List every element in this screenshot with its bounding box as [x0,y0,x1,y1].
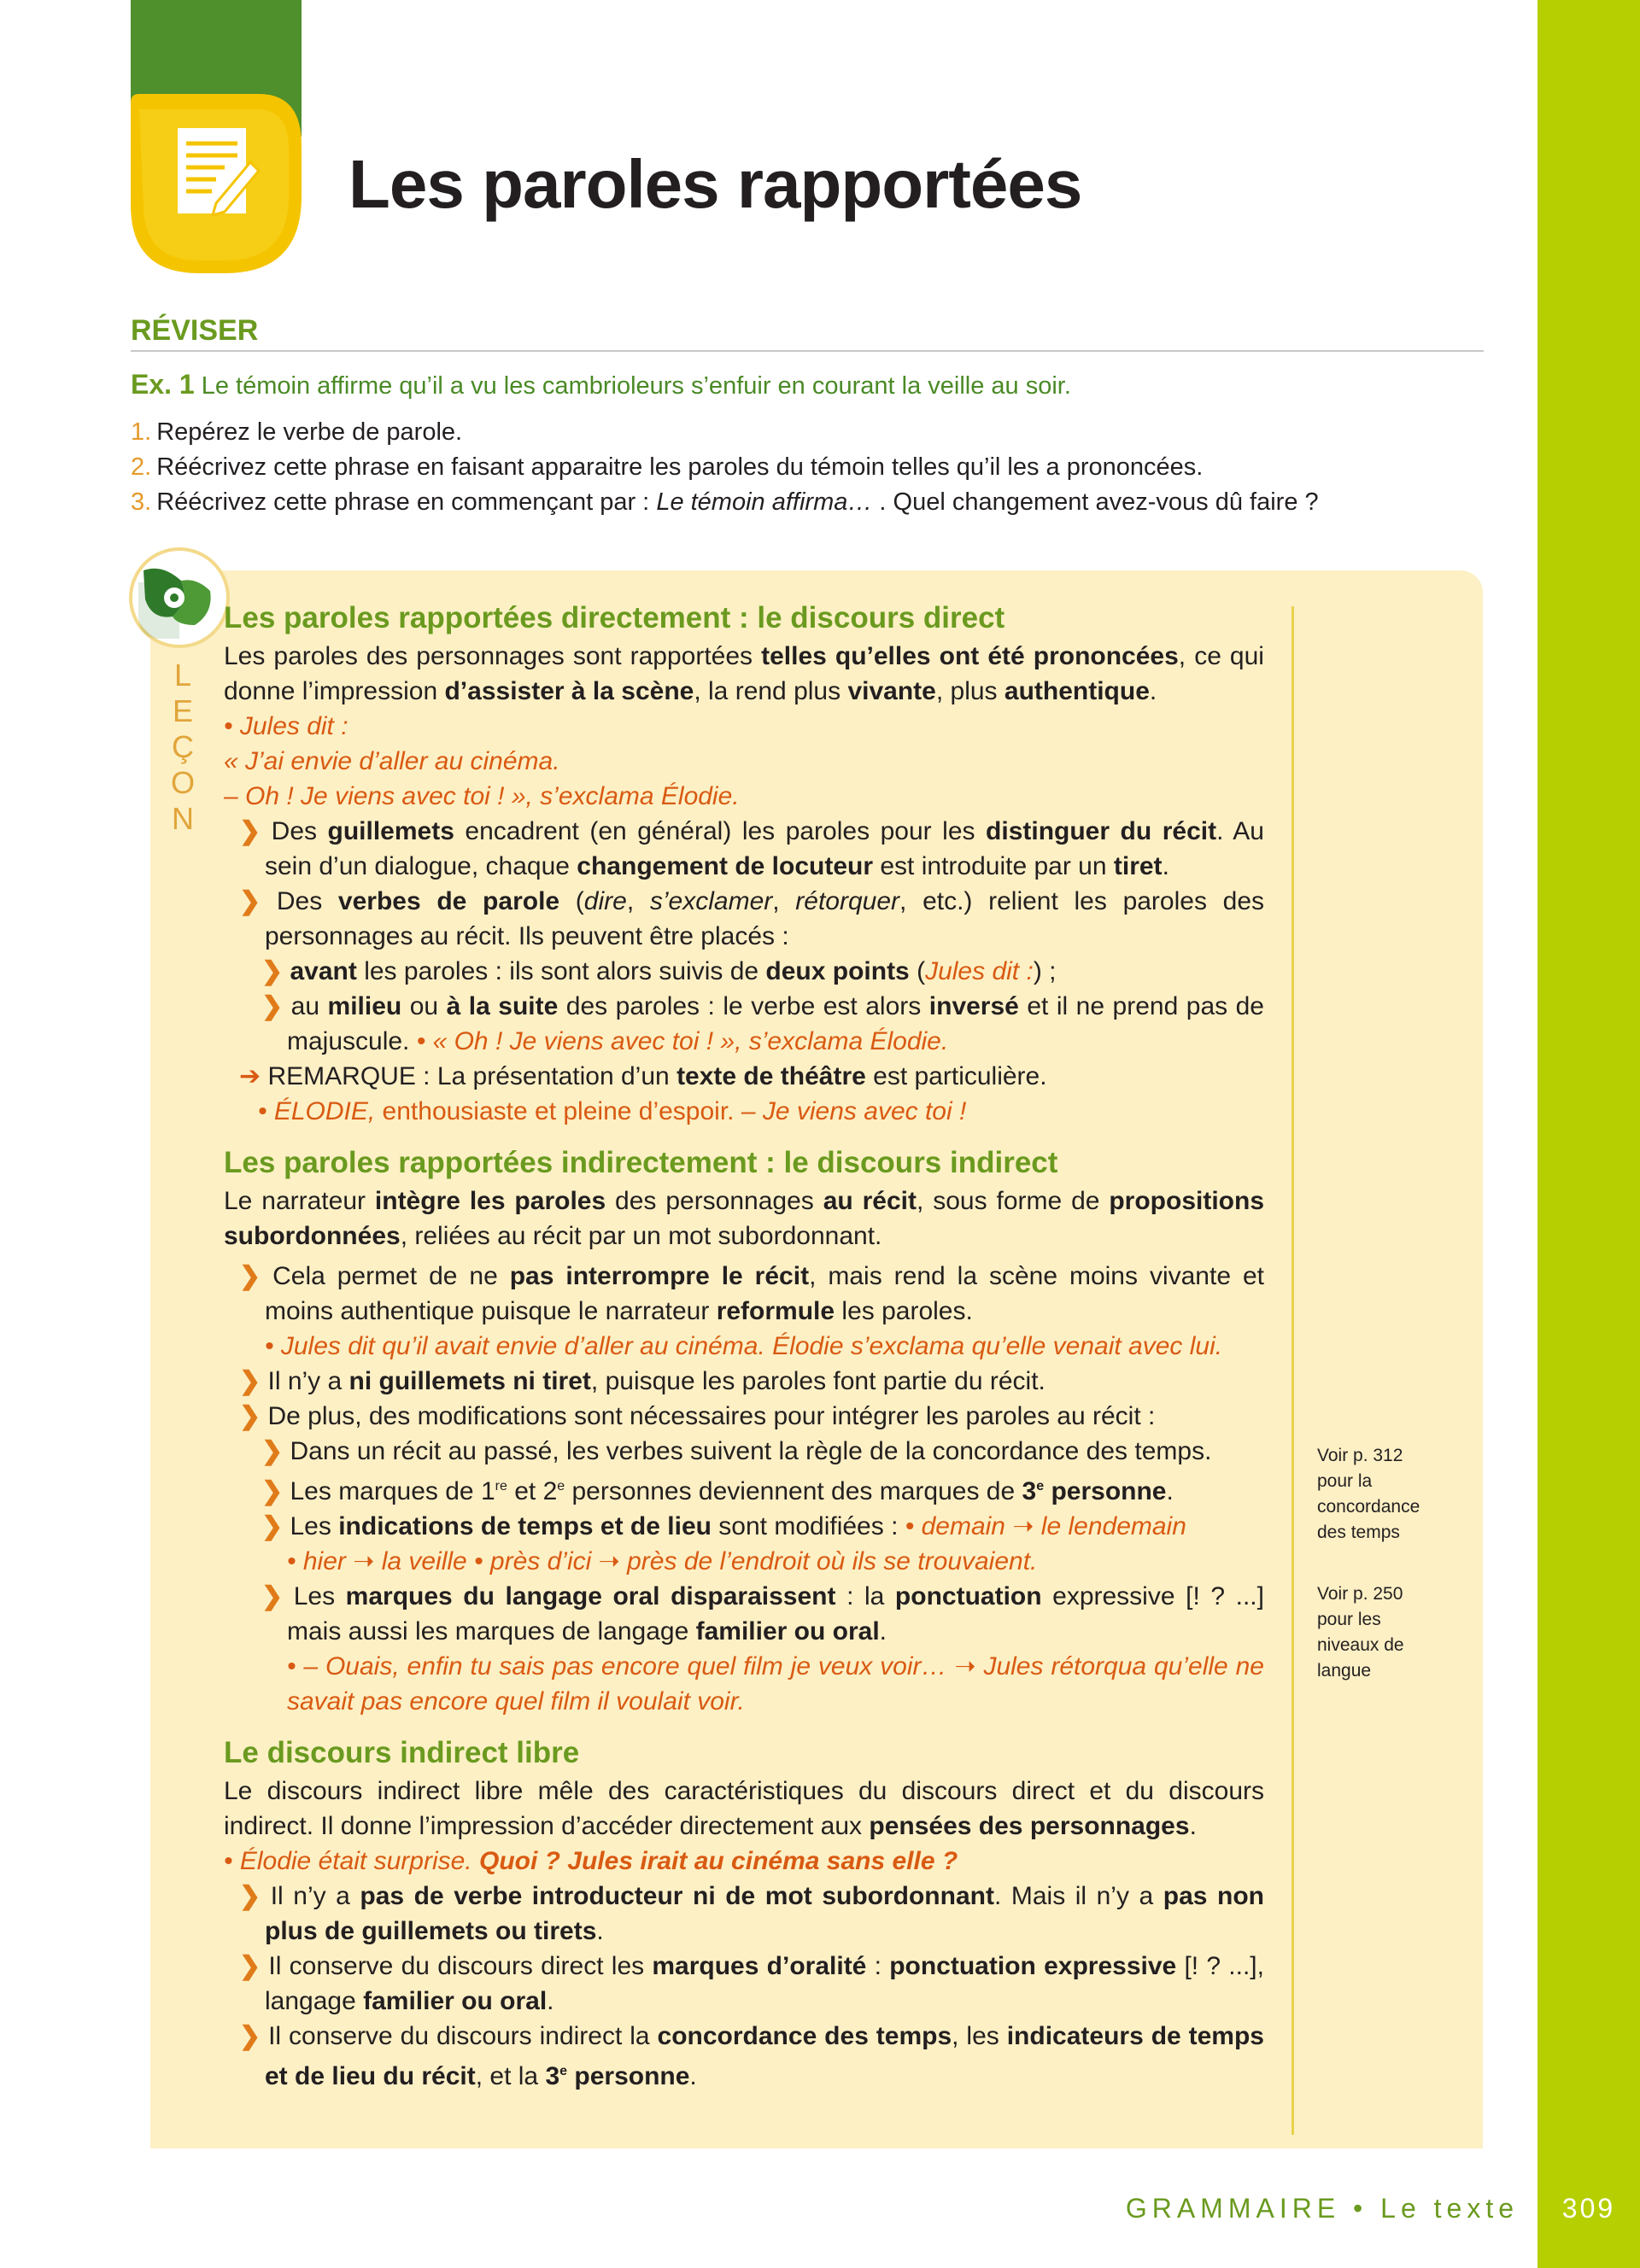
arrow-icon: ➝ [1004,1512,1041,1540]
caret-icon: ❯ [261,992,291,1020]
s1-point-1: ❯ Des guillemets encadrent (en général) les paroles pour les distinguer du récit. Au sein d’un dialogue, chaque changement de locuteur est introduite par un tiret. [239,817,1264,880]
exercise-label: Ex. 1 [131,369,195,400]
side-note-concordance: Voir p. 312 pour la concordance des temps [1317,1446,1420,1542]
lecon-content [224,598,1264,2094]
caret-icon: ❯ [239,2022,269,2050]
page-number: 309 [1561,2193,1616,2224]
side-note-niveaux: Voir p. 250 pour les niveaux de langue [1317,1584,1404,1681]
caret-icon: ❯ [239,817,272,845]
s2-intro: Le narrateur intègre les paroles des personnages au récit, sous forme de propositions subordonnées, reliées au récit par un mot subordonnant. [224,1187,1264,1250]
right-margin-band [1538,0,1640,2268]
s1-example-3: – Oh ! Je viens avec toi ! », s’exclama Élodie. [224,782,740,810]
s3-heading: Le discours indirect libre [224,1736,580,1769]
arrow-icon: ➝ [591,1547,628,1575]
lecon-letter: L [173,658,194,693]
s1-point-2a: ❯ avant les paroles : ils sont alors suivis de deux points (Jules dit :) ; [261,957,1057,985]
lecon-letter: Ç [172,729,196,764]
caret-icon: ❯ [239,1882,271,1910]
s3-example: • Élodie était surprise. Quoi ? Jules irait au cinéma sans elle ? [224,1847,958,1875]
s1-example-2: « J’ai envie d’aller au cinéma. [224,747,560,775]
s1-intro: Les paroles des personnages sont rapportées telles qu’elles ont été prononcées, ce qui donne l’impression d’assister à la scène, la rend plus vivante, plus authentique. [224,642,1264,705]
s2-point-1: ❯ Cela permet de ne pas interrompre le récit, mais rend la scène moins vivante et moins authentique puisque le narrateur reformule les paroles. [239,1262,1264,1325]
reviser-rule [131,350,1484,352]
s2-point-3c: ❯ Les indications de temps et de lieu sont modifiées : • demain ➝ le lendemain [261,1512,1186,1540]
s3-point-1: ❯ Il n’y a pas de verbe introducteur ni de mot subordonnant. Mais il n’y a pas non plus de guillemets ou tirets. [239,1882,1264,1945]
question-2: 2. Réécrivez cette phrase en faisant apparaitre les paroles du témoin telles qu’il les a prononcées. [131,453,1204,481]
reviser-heading: RÉVISER [131,314,259,347]
exercise-1 [131,369,1071,400]
lecon-letter: N [172,801,196,836]
s1-point-2b: ❯ au milieu ou à la suite des paroles : le verbe est alors inversé et il ne prend pas de majuscule. • « Oh ! Je viens avec toi ! », s’exclama Élodie. [261,992,1264,1055]
lecon-vertical-label [162,658,205,837]
margin-rule [1292,606,1294,2135]
s2-point-3d-example: • – Ouais, enfin tu sais pas encore quel film je veux voir… ➝ Jules rétorqua qu’elle ne savait pas encore quel film il voulait voir. [287,1652,1264,1716]
caret-icon: ❯ [239,1262,273,1290]
document-pen-icon [131,94,302,273]
arrow-icon: ➝ [946,1652,984,1681]
caret-icon: ❯ [239,1402,268,1430]
fountain-pen-icon [128,547,231,649]
arrow-icon: ➝ [345,1547,382,1575]
s1-example-1: • Jules dit : [224,712,348,740]
caret-icon: ❯ [239,887,277,915]
caret-icon: ❯ [261,1582,294,1610]
lecon-letter: E [172,693,195,728]
caret-icon: ❯ [239,1367,268,1395]
s2-point-1-example: • Jules dit qu’il avait envie d’aller au cinéma. Élodie s’exclama qu’elle venait avec lui. [265,1332,1223,1360]
question-3: 3. Réécrivez cette phrase en commençant par : Le témoin affirma… . Quel changement avez-vous dû faire ? [131,488,1319,516]
caret-icon: ❯ [261,1477,290,1505]
s2-point-3b: ❯ Les marques de 1re et 2e personnes deviennent des marques de 3e personne. [261,1477,1174,1505]
s1-point-2: ❯ Des verbes de parole (dire, s’exclamer, rétorquer, etc.) relient les paroles des personnages au récit. Ils peuvent être placés : [239,887,1265,950]
s2-point-3a: ❯ Dans un récit au passé, les verbes suivent la règle de la concordance des temps. [261,1437,1212,1465]
s2-heading: Les paroles rapportées indirectement : le discours indirect [224,1146,1058,1179]
caret-icon: ❯ [261,957,290,985]
s1-heading: Les paroles rapportées directement : le discours direct [224,601,1005,634]
s2-point-3d: ❯ Les marques du langage oral disparaissent : la ponctuation expressive [! ? ...] mais aussi les marques de langage familier ou oral. [261,1582,1264,1645]
s1-remarque: ➔ REMARQUE : La présentation d’un texte de théâtre est particulière. [239,1062,1047,1090]
caret-icon: ❯ [261,1437,290,1465]
arrow-icon: ➔ [239,1062,268,1090]
s3-intro: Le discours indirect libre mêle des caractéristiques du discours direct et du discours indirect. Il donne l’impression d’accéder directement aux pensées des personnages. [224,1777,1264,1840]
running-footer: GRAMMAIRE • Le texte [1125,2193,1519,2224]
s1-remarque-example: • ÉLODIE, enthousiaste et pleine d’espoir. – Je viens avec toi ! [258,1097,967,1125]
question-1: 1. Repérez le verbe de parole. [131,418,463,446]
s2-point-3: ❯ De plus, des modifications sont nécessaires pour intégrer les paroles au récit : [239,1402,1156,1430]
page-title: Les paroles rapportées [348,146,1082,222]
caret-icon: ❯ [261,1512,290,1540]
s3-point-3: ❯ Il conserve du discours indirect la concordance des temps, les indicateurs de temps et de lieu du récit, et la 3e personne. [239,2022,1264,2090]
lecon-letter: O [170,765,196,800]
caret-icon: ❯ [239,1952,269,1980]
s3-point-2: ❯ Il conserve du discours direct les marques d’oralité : ponctuation expressive [! ? ...], langage familier ou oral. [239,1952,1264,2015]
s2-point-2: ❯ Il n’y a ni guillemets ni tiret, puisque les paroles font partie du récit. [239,1367,1046,1395]
exercise-sentence: Le témoin affirme qu’il a vu les cambrioleurs s’enfuir en courant la veille au soir. [201,372,1071,400]
s2-point-3c-example: • hier ➝ la veille • près d’ici ➝ près de l’endroit où ils se trouvaient. [287,1547,1038,1575]
